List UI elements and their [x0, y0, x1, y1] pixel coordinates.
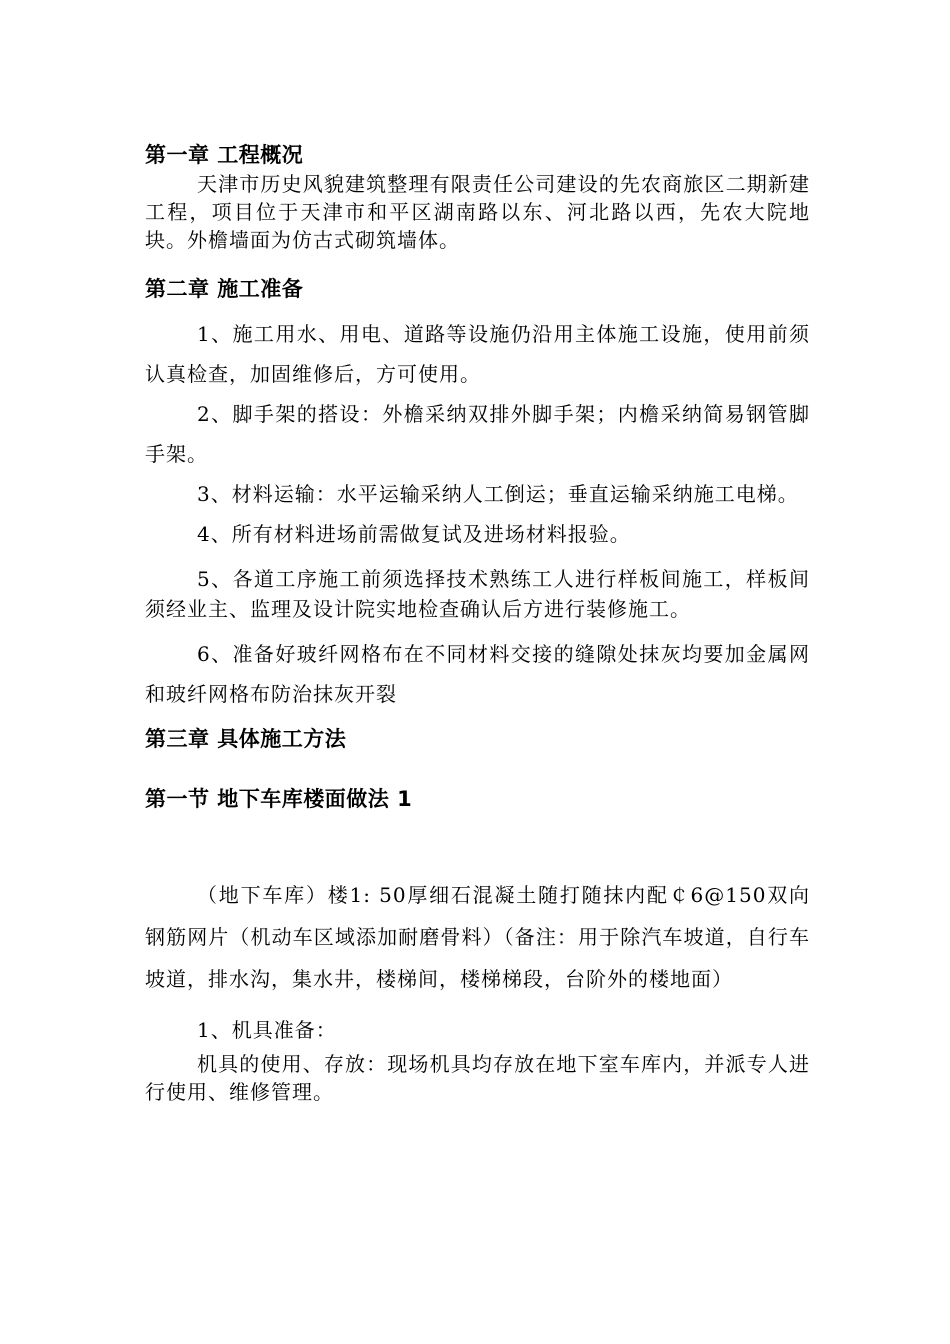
chapter-1-paragraph: 天津市历史风貌建筑整理有限责任公司建设的先农商旅区二期新建工程，项目位于天津市和平区湖南路以东、河北路以西，先农大院地块。外檐墙面为仿古式砌筑墙体。: [145, 172, 810, 252]
prep-item-5: 5、各道工序施工前须选择技术熟练工人进行样板间施工，样板间须经业主、监理及设计院实地检查确认后方进行装修施工。: [145, 567, 810, 621]
prep-item-1: 1、施工用水、用电、道路等设施仍沿用主体施工设施，使用前须认真检查，加固维修后，方可使用。: [145, 322, 810, 386]
prep-item-4: 4、所有材料进场前需做复试及进场材料报验。: [197, 522, 631, 546]
prep-item-3: 3、材料运输：水平运输采纳人工倒运；垂直运输采纳施工电梯。: [197, 482, 799, 506]
section-1-item-1: 1、机具准备：: [197, 1018, 337, 1042]
document-body: [145, 140, 810, 1106]
chapter-2-heading: 第二章 施工准备: [145, 277, 304, 301]
prep-item-6: 6、准备好玻纤网格布在不同材料交接的缝隙处抹灰均要加金属网和玻纤网格布防治抹灰开裂: [145, 642, 810, 706]
chapter-3-heading: 第三章 具体施工方法: [145, 727, 347, 751]
section-1-heading: 第一节 地下车库楼面做法 1: [145, 787, 413, 811]
section-1-item-1-paragraph: 机具的使用、存放：现场机具均存放在地下室车库内，并派专人进行使用、维修管理。: [145, 1052, 810, 1104]
prep-item-2: 2、脚手架的搭设：外檐采纳双排外脚手架；内檐采纳简易钢管脚手架。: [145, 402, 810, 466]
section-1-paragraph: （地下车库）楼1: 50厚细石混凝土随打随抹内配￠6@150双向钢筋网片（机动车区域添加耐磨骨料）（备注：用于除汽车坡道，自行车坡道，排水沟，集水井，楼梯间，楼梯梯段，台阶外的楼地面）: [145, 883, 810, 991]
chapter-1-heading: 第一章 工程概况: [145, 143, 304, 167]
